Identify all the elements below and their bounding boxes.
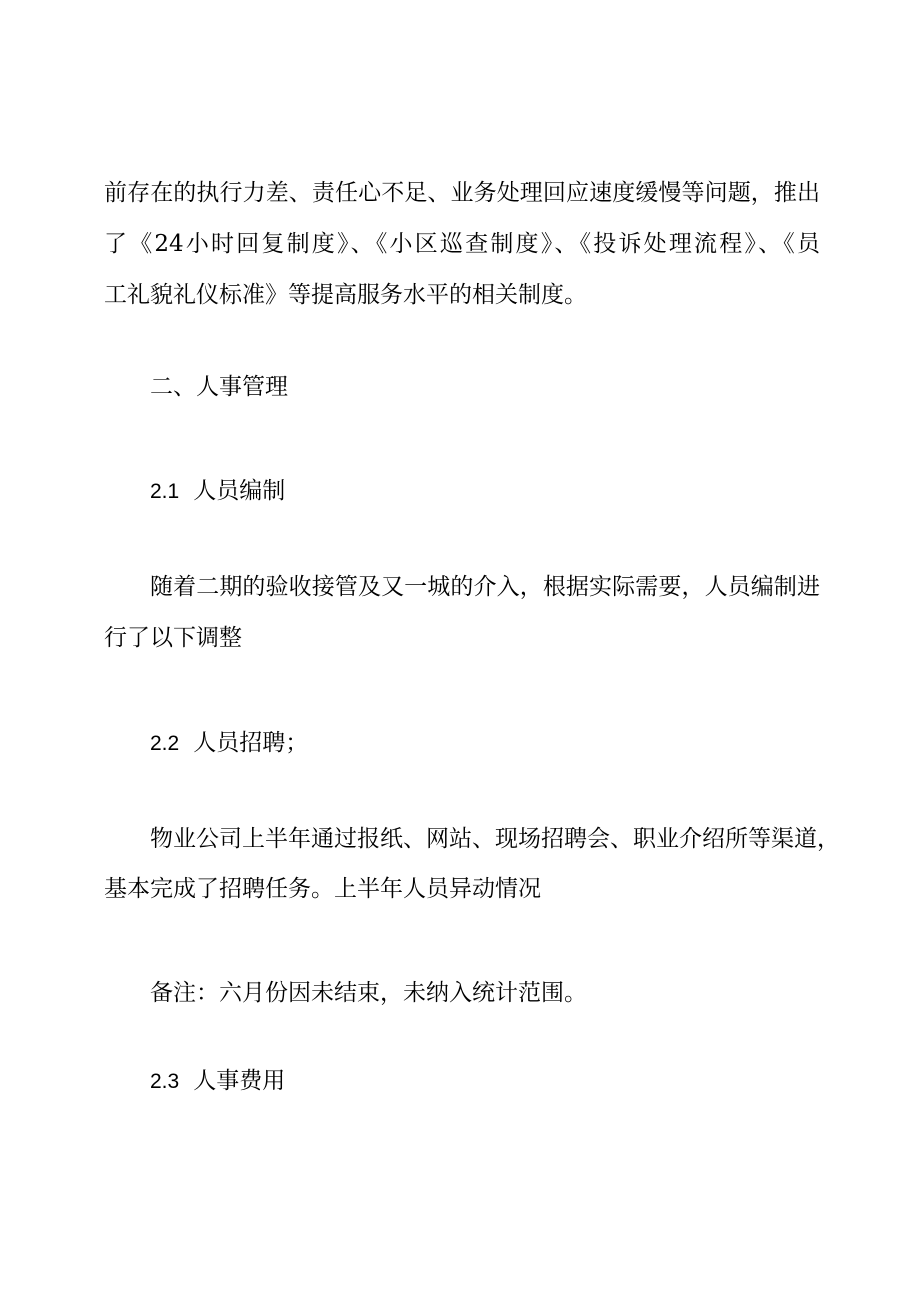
- paragraph-line: 工礼貌礼仪标准》等提高服务水平的相关制度。: [104, 282, 587, 308]
- subsection-heading: [150, 476, 285, 507]
- paragraph-line: 前存在的执行力差、责任心不足、业务处理回应速度缓慢等问题，推出: [104, 180, 820, 206]
- section-heading: 二、人事管理: [150, 374, 288, 400]
- note-line: 备注：六月份因未结束，未纳入统计范围。: [150, 980, 587, 1006]
- paragraph-line: 基本完成了招聘任务。上半年人员异动情况: [104, 876, 541, 902]
- subsection-number: 2.3: [150, 1070, 180, 1093]
- paragraph-line: 了《24小时回复制度》、《小区巡查制度》、《投诉处理流程》、《员: [104, 231, 820, 257]
- subsection-title: 人员招聘；: [193, 730, 309, 756]
- paragraph-line: 随着二期的验收接管及又一城的介入，根据实际需要，人员编制进: [150, 574, 820, 600]
- subsection-heading: [150, 728, 308, 759]
- subsection-number: 2.2: [150, 732, 180, 755]
- subsection-heading: [150, 1066, 285, 1097]
- subsection-title: 人事费用: [193, 1068, 286, 1094]
- subsection-number: 2.1: [150, 480, 180, 503]
- paragraph-line: 行了以下调整: [104, 625, 242, 651]
- subsection-title: 人员编制: [193, 478, 286, 504]
- paragraph-line: 物业公司上半年通过报纸、网站、现场招聘会、职业介绍所等渠道，: [150, 826, 840, 852]
